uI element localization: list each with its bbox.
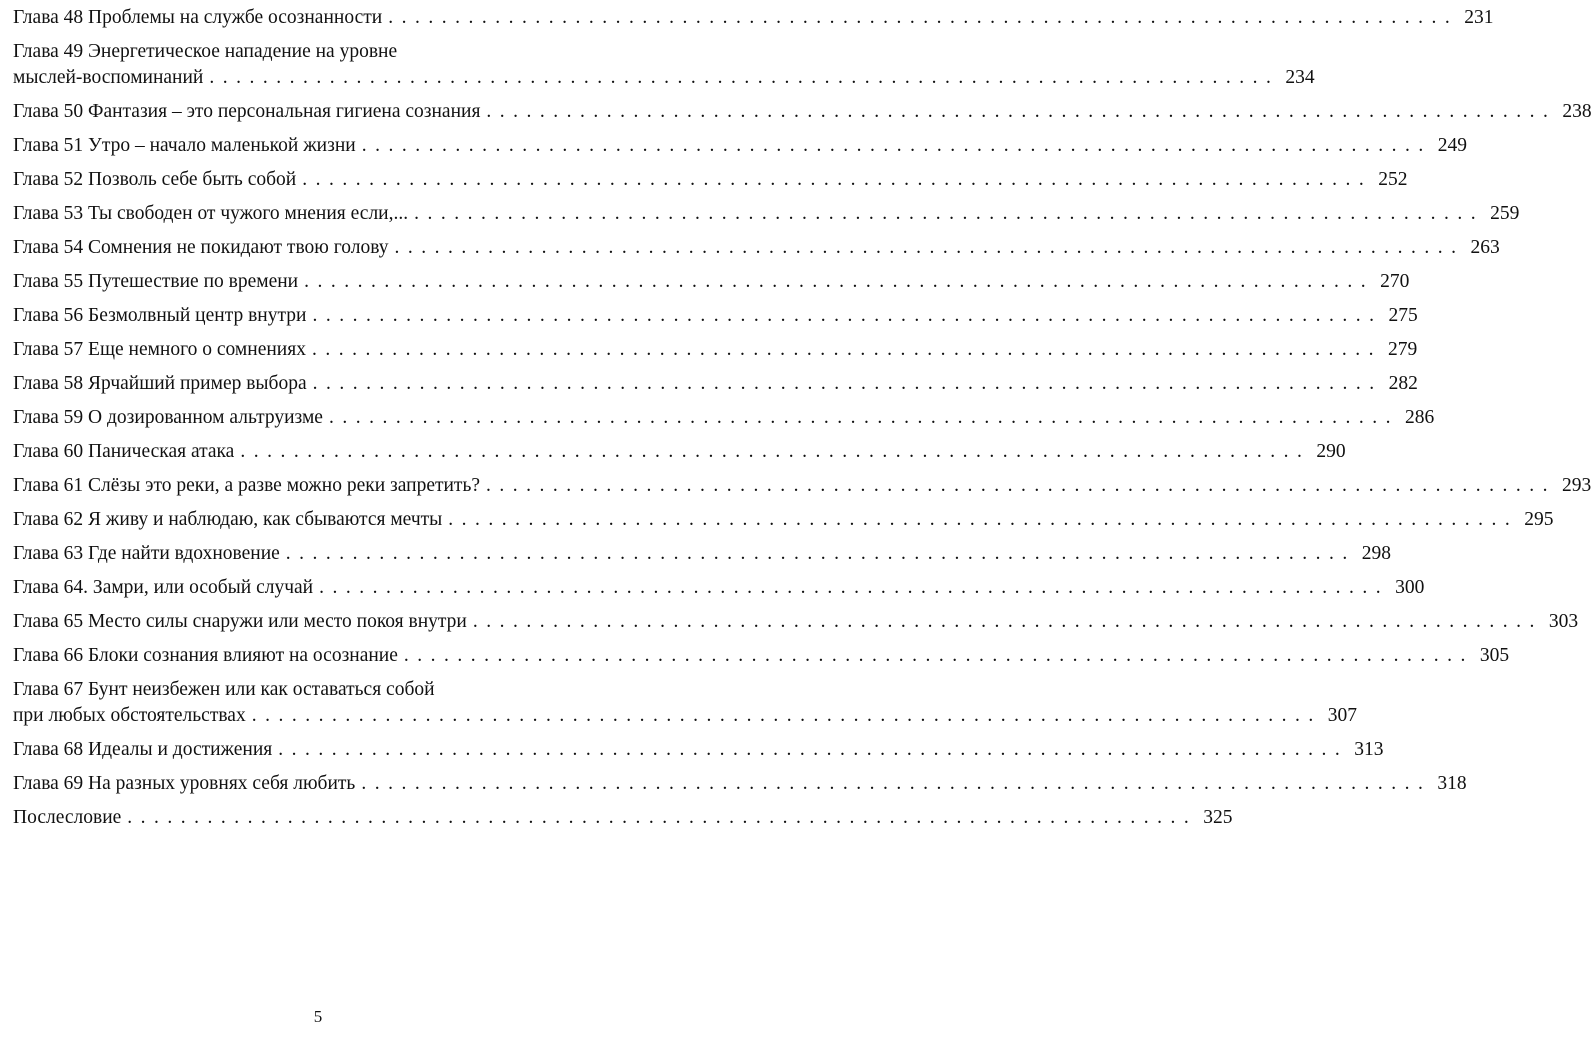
dot-leader: ................................................................................ [361,135,1432,156]
toc-entry-title: Глава 48 Проблемы на службе осознанности [13,7,383,28]
toc-entry-page: 279 [1387,339,1418,360]
toc-entry [13,201,1520,227]
dot-leader: ................................................................................ [394,237,1465,258]
toc-entry-page: 234 [1285,67,1315,88]
toc-entry-page: 231 [1464,7,1494,28]
table-of-contents [13,5,1592,839]
toc-entry-title: Глава 61 Слёзы это реки, а разве можно реки запретить? [13,475,481,496]
toc-entry [13,609,1579,635]
toc-entry-page: 318 [1437,773,1467,794]
toc-entry [13,677,1357,729]
toc-entry-title: Глава 56 Безмолвный центр внутри [13,305,307,326]
toc-entry-page: 238 [1562,101,1592,122]
dot-leader: ................................................................................ [311,339,1382,360]
toc-entry-page: 293 [1562,475,1592,496]
toc-entry-title-line1: Глава 49 Энергетическое нападение на уровне [13,41,398,62]
toc-entry [13,5,1494,31]
toc-entry [13,99,1592,125]
toc-entry-page: 307 [1327,705,1357,726]
dot-leader: ................................................................................ [251,705,1322,726]
toc-entry-title: Глава 66 Блоки сознания влияют на осознание [13,645,398,666]
dot-leader: ................................................................................ [302,169,1373,190]
toc-entry [13,643,1510,669]
toc-entry [13,167,1408,193]
dot-leader: ................................................................................ [312,305,1383,326]
dot-leader: ................................................................................ [388,7,1459,28]
toc-entry-title: Глава 51 Утро – начало маленькой жизни [13,135,356,156]
toc-entry [13,303,1418,329]
toc-entry-title: мыслей-воспоминаний [13,67,204,88]
toc-entry-title: Послесловие [13,807,122,828]
toc-entry-title: Глава 68 Идеалы и достижения [13,739,273,760]
toc-entry-page: 325 [1203,807,1233,828]
toc-entry [13,39,1315,91]
toc-entry-page: 295 [1524,509,1554,530]
toc-entry-page: 282 [1388,373,1418,394]
dot-leader: ................................................................................ [304,271,1375,292]
toc-entry [13,269,1410,295]
toc-entry [13,473,1592,499]
toc-entry [13,235,1500,261]
toc-entry-title: Глава 63 Где найти вдохновение [13,543,280,564]
dot-leader: ................................................................................ [486,101,1557,122]
dot-leader: ................................................................................ [240,441,1311,462]
dot-leader: ................................................................................ [472,611,1543,632]
toc-entry-title: Глава 58 Ярчайший пример выбора [13,373,307,394]
toc-entry-title: Глава 65 Место силы снаружи или место покоя внутри [13,611,467,632]
toc-entry-title: Глава 62 Я живу и наблюдаю, как сбываются мечты [13,509,443,530]
dot-leader: ................................................................................ [414,203,1485,224]
toc-entry [13,337,1418,363]
toc-entry-page: 300 [1395,577,1425,598]
toc-entry-title: Глава 52 Позволь себе быть собой [13,169,297,190]
toc-entry-page: 263 [1470,237,1500,258]
toc-entry-page: 249 [1437,135,1467,156]
dot-leader: ................................................................................ [403,645,1474,666]
toc-entry-title: Глава 60 Паническая атака [13,441,235,462]
toc-entry [13,405,1435,431]
dot-leader: ................................................................................ [127,807,1198,828]
dot-leader: ................................................................................ [278,739,1349,760]
toc-entry [13,133,1467,159]
toc-entry-page: 303 [1548,611,1579,632]
toc-entry-title: при любых обстоятельствах [13,705,246,726]
toc-entry-title: Глава 64. Замри, или особый случай [13,577,314,598]
toc-entry [13,371,1418,397]
toc-entry-page: 313 [1354,739,1384,760]
toc-entry-page: 275 [1388,305,1418,326]
toc-entry-page: 290 [1316,441,1346,462]
dot-leader: ................................................................................ [209,67,1280,88]
toc-entry-page: 305 [1479,645,1510,666]
dot-leader: ................................................................................ [448,509,1519,530]
toc-entry [13,805,1233,831]
toc-entry-title: Глава 50 Фантазия – это персональная гигиена сознания [13,101,481,122]
toc-entry [13,737,1384,763]
toc-entry [13,507,1554,533]
toc-entry-page: 259 [1490,203,1520,224]
toc-entry-title: Глава 53 Ты свободен от чужого мнения если,... [13,203,409,224]
dot-leader: ................................................................................ [486,475,1557,496]
dot-leader: ................................................................................ [285,543,1356,564]
toc-entry-page: 252 [1378,169,1408,190]
dot-leader: ................................................................................ [328,407,1399,428]
toc-entry-page: 286 [1404,407,1435,428]
toc-entry-title: Глава 55 Путешествие по времени [13,271,299,292]
toc-entry-title-line1: Глава 67 Бунт неизбежен или как оставаться собой [13,679,435,700]
toc-entry-title: Глава 59 О дозированном альтруизме [13,407,323,428]
toc-entry-page: 270 [1380,271,1410,292]
toc-entry [13,575,1425,601]
dot-leader: ................................................................................ [319,577,1390,598]
dot-leader: ................................................................................ [361,773,1432,794]
dot-leader: ................................................................................ [312,373,1383,394]
toc-entry [13,541,1392,567]
toc-entry-title: Глава 54 Сомнения не покидают твою голову [13,237,389,258]
toc-entry-page: 298 [1361,543,1392,564]
toc-entry-title: Глава 69 На разных уровнях себя любить [13,773,356,794]
page-number: 5 [313,1007,323,1026]
toc-entry [13,439,1346,465]
toc-entry-title: Глава 57 Еще немного о сомнениях [13,339,306,360]
toc-entry [13,771,1467,797]
